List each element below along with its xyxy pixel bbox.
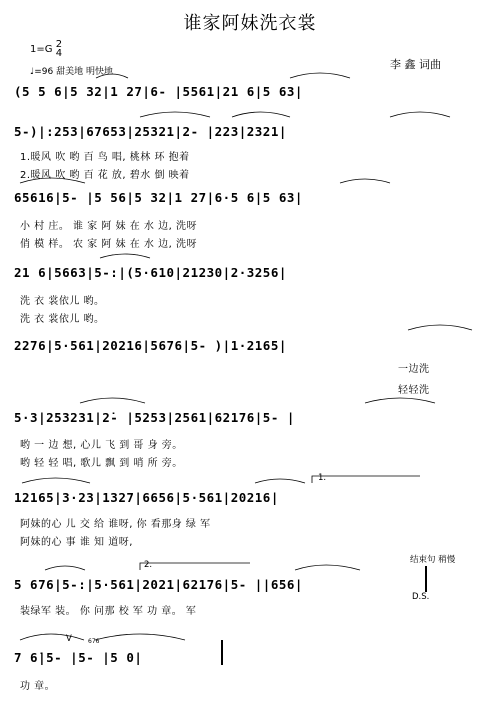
song-title: 谁家阿妹洗衣裳 <box>183 13 317 34</box>
lyric-line: 装绿军 装。 你 问那 校 军 功 章。 军 <box>20 606 197 617</box>
breath-mark: V <box>66 634 72 644</box>
slur-arc <box>408 325 472 330</box>
ending-note: 结束句 稍慢 <box>410 555 456 565</box>
lyric-line: 1.暖风 吹 哟 百 鸟 唱, 桃林 环 抱着 <box>20 152 190 163</box>
lyric-line: 阿妹的心 儿 交 给 谁呀, 你 看那身 绿 军 <box>20 519 211 530</box>
slur-arc <box>255 479 305 483</box>
time-denominator: 4 <box>55 48 63 59</box>
slur-arc <box>140 112 210 117</box>
slur-arc <box>96 74 128 78</box>
volta-bracket <box>140 563 250 570</box>
lyric-line: 一边洗 <box>398 364 430 375</box>
notation-row: 5·3|253231|2̇- |5253|2561|62176|5- | <box>14 410 295 425</box>
volta-two: 2. <box>144 560 153 570</box>
notation-row: 5 676|5-:|5·561|2021|62176|5- ||656| <box>14 577 303 592</box>
notation-row: 12165|3·23|1327|6656|5·561|20216| <box>14 490 279 505</box>
slur-arc <box>365 398 435 403</box>
slur-arc <box>340 179 390 183</box>
notation-row: 21 6|5663|5-:|(5·610|21230|2·3256| <box>14 265 287 280</box>
lyric-line: 洗 衣 裳依儿 哟。 <box>20 296 105 307</box>
notation-row: (5 5 6|5 32|1 27|6- |5561|21 6|5 63| <box>14 84 303 99</box>
composer-credit: 李 鑫 词曲 <box>390 58 441 71</box>
notation-row: 5-)|:253|67653|25321|2- |223|2321| <box>14 124 287 139</box>
notation-row: 2276|5·561|20216|5676|5- )|1·2165| <box>14 338 287 353</box>
volta-one: 1. <box>318 473 327 483</box>
slur-arc <box>95 634 185 640</box>
notation-row: 7 6̇|5- |5- |5 0| <box>14 650 143 665</box>
lyric-line: 功 章。 <box>20 681 56 692</box>
slur-arc <box>20 634 84 640</box>
grace-notes: 676 <box>88 638 100 645</box>
lyric-line: 哟 轻 轻 唱, 歌儿 飘 到 哨 所 旁。 <box>20 458 183 469</box>
lyric-line: 哟 一 边 想, 心儿 飞 到 哥 身 旁。 <box>20 440 183 451</box>
tempo-marking: ♩=96 甜美地 明快地 <box>30 67 113 77</box>
ds-mark: D.S. <box>412 592 430 602</box>
lyric-line: 阿妹的心 事 谁 知 道呀, <box>20 537 133 548</box>
lyric-line: 小 村 庄。 谁 家 阿 妹 在 水 边, 洗呀 <box>20 221 197 232</box>
lyric-line: 洗 衣 裳依儿 哟。 <box>20 314 105 325</box>
slur-arc <box>100 254 150 258</box>
time-numerator: 2 <box>55 39 63 50</box>
volta-bracket <box>312 476 420 483</box>
slur-arc <box>295 565 360 570</box>
notation-row: 65616|5- |5 56|5 32|1 27|6·5 6|5 63| <box>14 190 303 205</box>
slur-arc <box>80 398 145 403</box>
slur-arc <box>390 112 450 117</box>
lyric-line: 轻轻洗 <box>398 385 430 396</box>
slur-arc <box>290 73 350 78</box>
lyric-line: 2.暖风 吹 哟 百 花 放, 碧水 倒 映着 <box>20 170 190 181</box>
key-label: 1=G <box>30 44 53 55</box>
slur-arc <box>22 478 90 483</box>
slur-arc <box>20 178 85 183</box>
lyric-line: 俏 模 样。 农 家 阿 妹 在 水 边, 洗呀 <box>20 239 197 250</box>
slur-arc <box>45 566 85 570</box>
slur-arc <box>232 112 290 117</box>
